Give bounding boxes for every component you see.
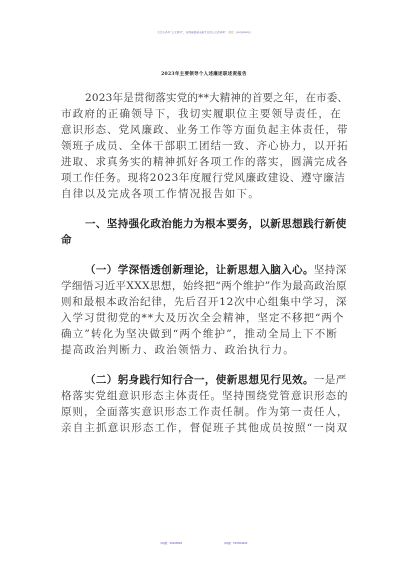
- section-heading: 命: [61, 234, 73, 246]
- body-line: 自律以及完成各项工作情况报告如下。: [61, 188, 260, 200]
- body-line: 意识形态、党风廉政、业务工作等方面负起主体责任，带: [61, 124, 349, 136]
- body-text: 坚持深: [313, 264, 347, 276]
- body-line: 项工作任务。现将2023年度履行党风廉政建设、遵守廉洁: [61, 172, 346, 184]
- body-line: [85, 372, 348, 388]
- body-line: 入学习贯彻党的**大及历次全会精神，坚定不移把“两个: [61, 312, 345, 324]
- body-text: 一是严: [313, 374, 347, 386]
- subsection-heading: （一）学深悟透创新理论，让新思想入脑入心。: [85, 264, 314, 276]
- promo-text: 关注头条号“公文研究”，获得最新最全最专业的公文资料库！: [157, 31, 228, 34]
- body-line: [85, 262, 348, 278]
- body-line: 领班子成员、全体干部职工团结一致、齐心协力，以开拓: [61, 140, 349, 152]
- promo-header: [0, 30, 408, 34]
- body-line: 确立”转化为坚决做到“两个维护”，推动全局上下不断: [61, 328, 339, 340]
- qq-group-1: QQ群：30265665: [160, 542, 183, 545]
- body-line: 学细悟习近平XXX思想，始终把“两个维护”作为最高政治原: [61, 280, 347, 292]
- wechat-label: 微信：: [228, 31, 237, 34]
- qq-footer: [0, 541, 408, 545]
- body-line: 2023年是贯彻落实党的**大精神的首要之年，在市委、: [85, 92, 349, 104]
- body-line: 进取、求真务实的精神抓好各项工作的落实，圆满完成各: [61, 156, 349, 168]
- section-heading: 一、坚持强化政治能力为根本要务，以新思想践行新使: [85, 218, 347, 230]
- body-line: 提高政治判断力、政治领悟力、政治执行力。: [61, 344, 295, 356]
- body-line: 原则，全面落实意识形态工作责任制。作为第一责任人，: [61, 406, 349, 418]
- wechat-handle: gongwenyj: [236, 31, 251, 34]
- body-line: 市政府的正确领导下，我切实履职位主要领导责任，在: [61, 108, 342, 120]
- body-line: 则和最根本政治纪律，先后召开12次中心组集中学习，深: [61, 296, 348, 308]
- document-title: 2023年主要领导个人述廉述职述责报告: [161, 72, 247, 77]
- qq-group-2: QQ群：535304092: [224, 542, 248, 545]
- body-line: 格落实党组意识形态主体责任。坚持围绕党管意识形态的: [61, 390, 349, 402]
- subsection-heading: （二）躬身践行知行合一，使新思想见行见效。: [85, 374, 314, 386]
- body-line: 亲自主抓意识形态工作，督促班子其他成员按照“一岗双: [61, 422, 349, 434]
